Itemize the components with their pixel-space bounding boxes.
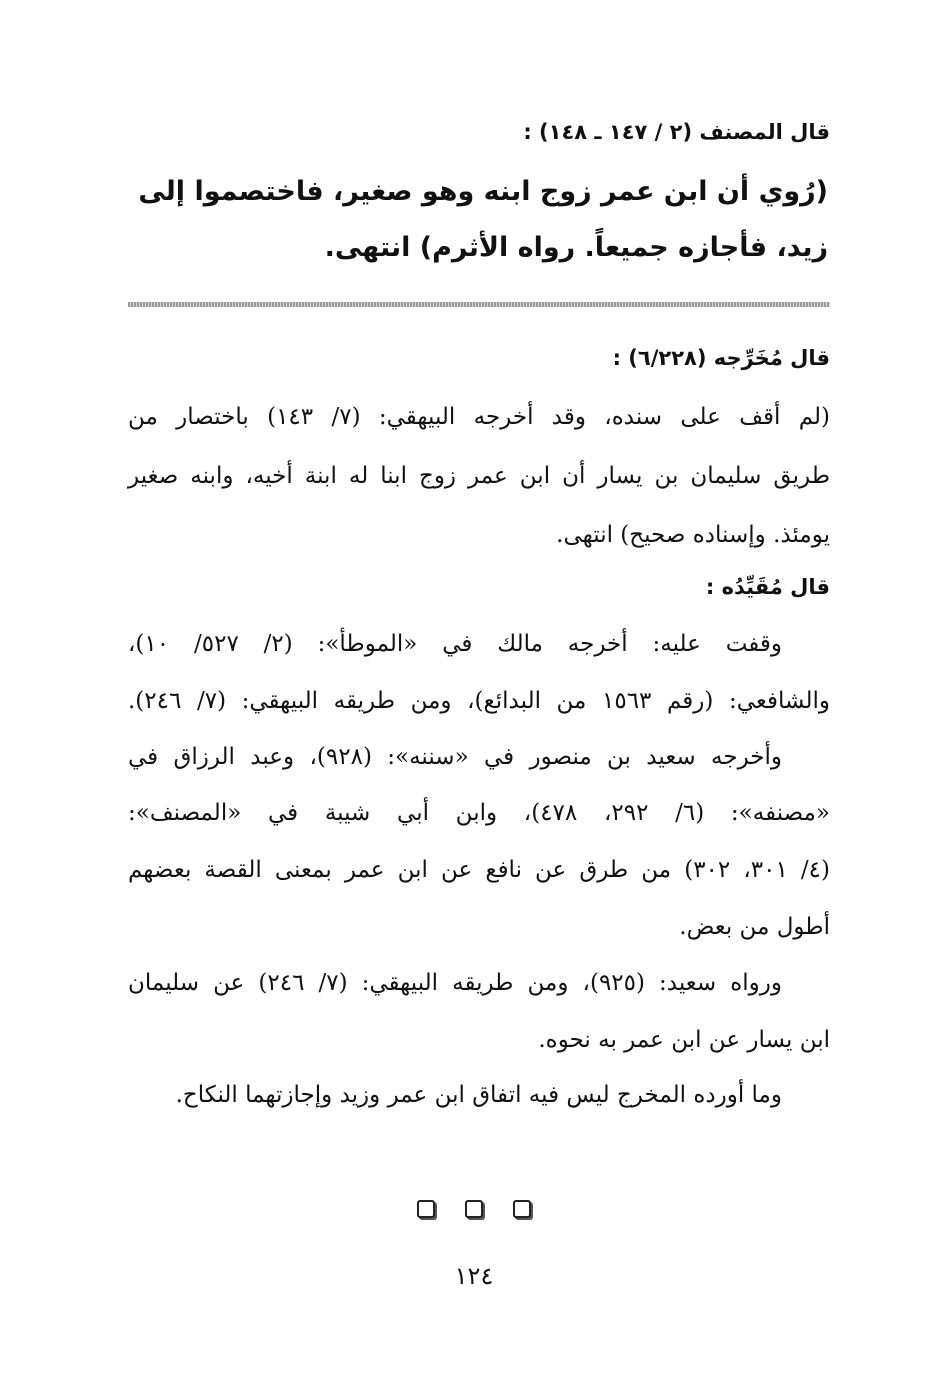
muqayyid-heading: قال مُقَيِّدُه :: [705, 575, 830, 599]
muqayyid-text-line-5: (٤/ ٣٠١، ٣٠٢) من طرق عن نافع عن ابن عمر بمعنى القصة بعضهم: [128, 857, 831, 883]
takhrij-text-line-2: طريق سليمان بن يسار أن ابن عمر زوج ابنا له ابنة أخيه، وابنه صغير: [128, 463, 830, 489]
hollow-square-icon: [513, 1200, 531, 1218]
hadith-text-line-2: زيد، فأجازه جميعاً. رواه الأثرم) انتهى.: [324, 232, 828, 263]
muqayyid-text-line-3: وأخرجه سعيد بن منصور في «سننه»: (٩٢٨)، وعبد الرزاق في: [128, 744, 782, 770]
muqayyid-text-line-7: ورواه سعيد: (٩٢٥)، ومن طريقه البيهقي: (٧/ ٢٤٦) عن سليمان: [128, 970, 782, 996]
hollow-square-icon: [417, 1200, 435, 1218]
muqayyid-text-line-6: أطول من بعض.: [679, 914, 830, 940]
takhrij-text-line-1: (لم أقف على سنده، وقد أخرجه البيهقي: (٧/ ١٤٣) باختصار من: [128, 404, 830, 430]
hadith-text-line-1: (رُوي أن ابن عمر زوج ابنه وهو صغير، فاختصموا إلى: [138, 176, 828, 207]
takhrij-heading: قال مُخَرِّجه (٦/٢٢٨) :: [612, 346, 830, 370]
takhrij-text-line-3: يومئذ. وإسناده صحيح) انتهى.: [556, 522, 830, 548]
muqayyid-text-line-4: «مصنفه»: (٦/ ٢٩٢، ٤٧٨)، وابن أبي شيبة في «المصنف»:: [128, 800, 830, 826]
muqayyid-text-line-8: ابن يسار عن ابن عمر به نحوه.: [538, 1027, 830, 1053]
page-number: ١٢٤: [454, 1262, 494, 1290]
muqayyid-text-line-2: والشافعي: (رقم ١٥٦٣ من البدائع)، ومن طريقه البيهقي: (٧/ ٢٤٦).: [128, 688, 831, 714]
hollow-square-icon: [465, 1200, 483, 1218]
author-quote-heading: قال المصنف (٢ / ١٤٧ ـ ١٤٨) :: [523, 120, 830, 144]
section-separator: [128, 302, 830, 307]
section-end-ornaments: [0, 1200, 948, 1218]
muqayyid-text-line-1: وقفت عليه: أخرجه مالك في «الموطأ»: (٢/ ٥٢٧/ ١٠)،: [128, 631, 783, 657]
muqayyid-text-line-9: وما أورده المخرج ليس فيه اتفاق ابن عمر وزيد وإجازتهما النكاح.: [175, 1082, 782, 1108]
